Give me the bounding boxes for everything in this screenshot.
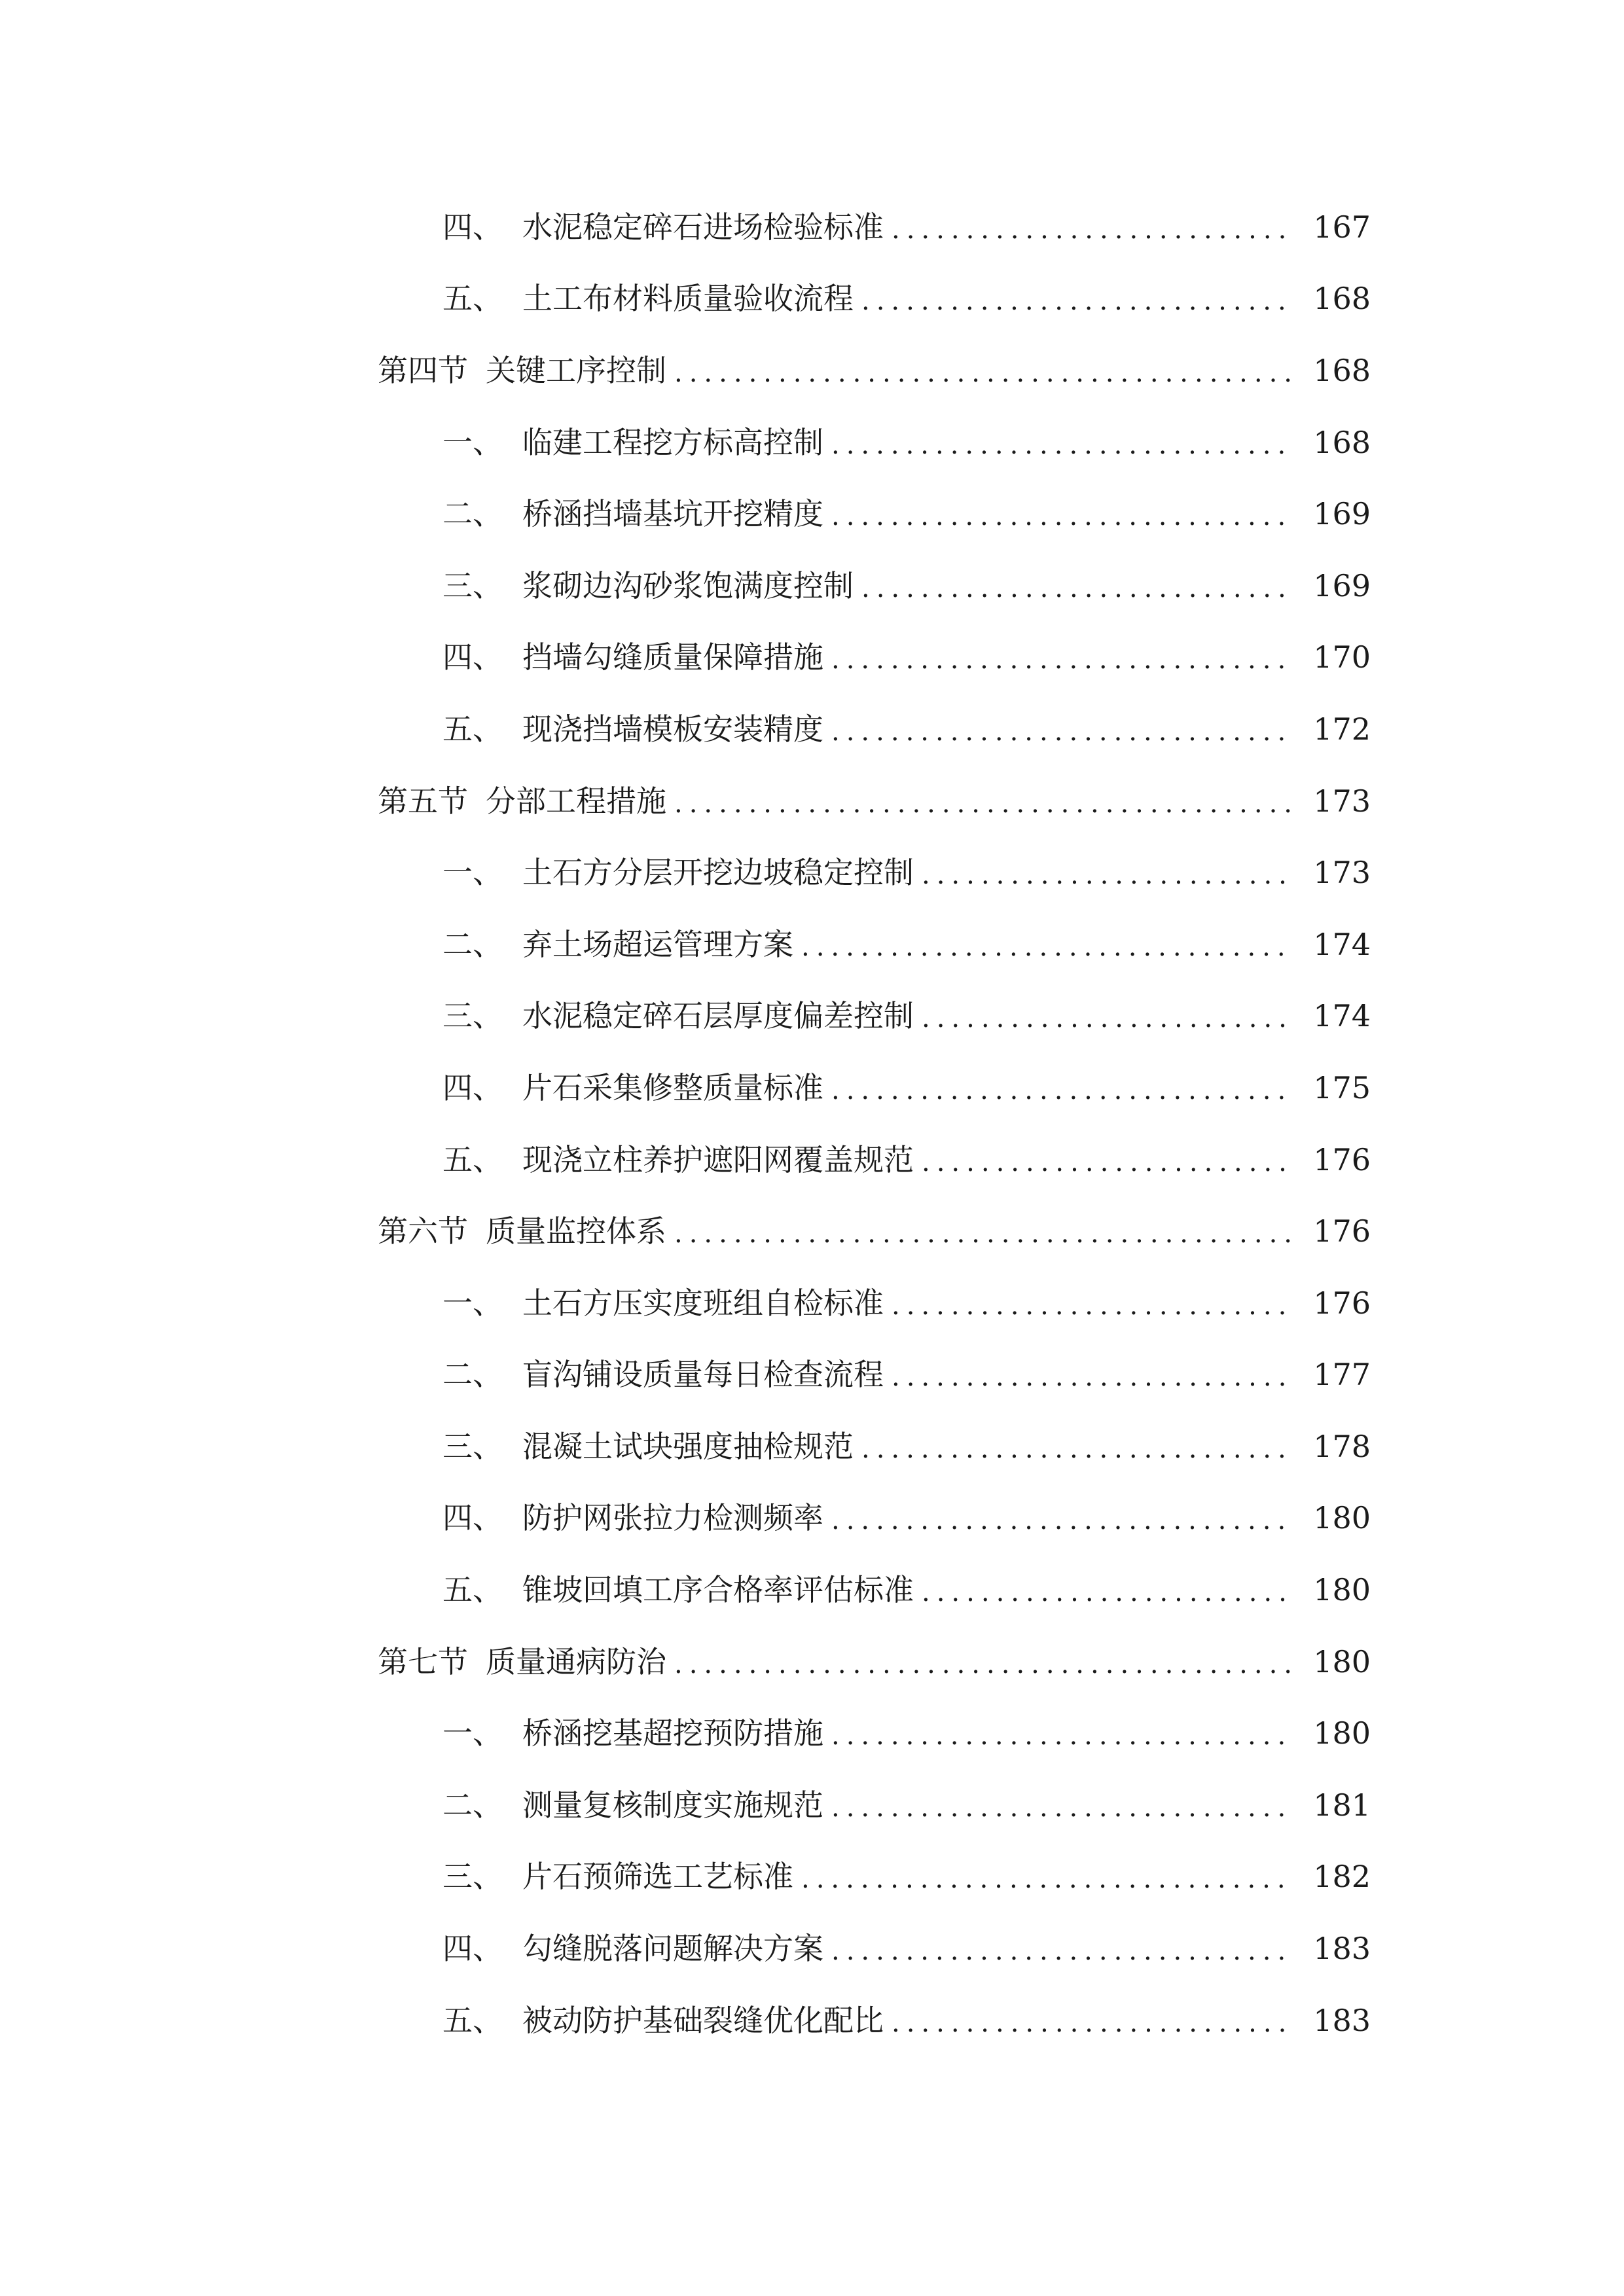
toc-section-entry[interactable] [0,1626,1624,1698]
toc-entry-title: 水泥稳定碎石层厚度偏差控制 [522,998,914,1034]
toc-entry-number: 一、 [442,855,503,891]
toc-subsection-entry[interactable] [0,263,1624,335]
toc-page-number: 180 [1313,1572,1371,1608]
toc-entry-title: 桥涵挖基超挖预防措施 [522,1715,823,1751]
toc-entry-number: 一、 [442,424,503,460]
toc-entry-title: 片石采集修整质量标准 [522,1069,823,1105]
toc-entry-number: 五、 [442,281,503,317]
toc-page-number: 172 [1313,711,1371,747]
toc-entry-title: 土石方压实度班组自检标准 [522,1285,884,1321]
toc-entry-title: 片石预筛选工艺标准 [522,1859,793,1895]
toc-entry-title: 混凝土试块强度抽检规范 [522,1428,854,1464]
toc-dot-leader [674,791,1292,817]
toc-entry-title: 现浇挡墙模板安装精度 [522,711,823,747]
toc-entry-number: 二、 [442,1787,503,1823]
toc-entry-number: 四、 [442,639,503,675]
toc-page-number: 176 [1313,1285,1371,1321]
toc-subsection-entry[interactable] [0,1339,1624,1411]
toc-page-number: 183 [1313,1931,1371,1967]
toc-entry-number: 四、 [442,1500,503,1536]
toc-entry-title: 防护网张拉力检测频率 [522,1500,823,1536]
toc-dot-leader [831,647,1292,673]
toc-subsection-entry[interactable] [0,1984,1624,2056]
toc-entry-title: 盲沟铺设质量每日检查流程 [522,1357,884,1393]
toc-entry-title: 挡墙勾缝质量保障措施 [522,639,823,675]
toc-subsection-entry[interactable] [0,836,1624,908]
toc-page-number: 175 [1313,1069,1371,1105]
toc-subsection-entry[interactable] [0,980,1624,1052]
toc-subsection-entry[interactable] [0,1052,1624,1124]
toc-page-number: 180 [1313,1715,1371,1751]
toc-subsection-entry[interactable] [0,1482,1624,1554]
toc-entry-number: 第五节 [378,783,468,819]
toc-page-number: 168 [1313,281,1371,317]
toc-subsection-entry[interactable] [0,1554,1624,1626]
toc-entry-title: 勾缝脱落问题解决方案 [522,1931,823,1967]
toc-entry-number: 三、 [442,998,503,1034]
toc-dot-leader [922,1579,1292,1605]
toc-page-number: 180 [1313,1500,1371,1536]
toc-entry-title: 桥涵挡墙基坑开挖精度 [522,496,823,532]
toc-dot-leader [831,1723,1292,1749]
toc-dot-leader [801,934,1292,960]
toc-dot-leader [922,862,1292,888]
toc-entry-title: 锥坡回填工序合格率评估标准 [522,1572,914,1608]
toc-subsection-entry[interactable] [0,1841,1624,1913]
toc-page-number: 169 [1313,496,1371,532]
toc-entry-number: 一、 [442,1285,503,1321]
toc-entry-number: 三、 [442,567,503,603]
toc-subsection-entry[interactable] [0,550,1624,622]
toc-subsection-entry[interactable] [0,191,1624,263]
toc-subsection-entry[interactable] [0,908,1624,980]
toc-page-number: 173 [1313,855,1371,891]
toc-dot-leader [861,1436,1292,1462]
toc-entry-number: 三、 [442,1859,503,1895]
toc-entry-title: 质量通病防治 [486,1643,666,1679]
toc-subsection-entry[interactable] [0,622,1624,694]
toc-page-number: 167 [1313,209,1371,245]
toc-page-number: 174 [1313,998,1371,1034]
toc-page-number: 180 [1313,1643,1371,1679]
toc-entry-number: 四、 [442,1931,503,1967]
toc-entry-title: 测量复核制度实施规范 [522,1787,823,1823]
toc-subsection-entry[interactable] [0,406,1624,478]
toc-entry-number: 一、 [442,1715,503,1751]
toc-page-number: 168 [1313,352,1371,388]
toc-subsection-entry[interactable] [0,1410,1624,1482]
toc-dot-leader [674,1221,1292,1247]
toc-entry-title: 土石方分层开挖边坡稳定控制 [522,855,914,891]
toc-entry-title: 关键工序控制 [486,352,666,388]
toc-entry-number: 第七节 [378,1643,468,1679]
toc-dot-leader [674,360,1292,386]
toc-dot-leader [831,1077,1292,1103]
toc-dot-leader [831,1938,1292,1964]
toc-page-number: 176 [1313,1213,1371,1249]
toc-subsection-entry[interactable] [0,1769,1624,1841]
toc-section-entry[interactable] [0,765,1624,837]
toc-section-entry[interactable] [0,334,1624,406]
toc-entry-title: 土工布材料质量验收流程 [522,281,854,317]
toc-entry-number: 五、 [442,1572,503,1608]
toc-page-number: 168 [1313,424,1371,460]
toc-subsection-entry[interactable] [0,478,1624,550]
toc-page-number: 181 [1313,1787,1371,1823]
toc-dot-leader [801,1866,1292,1892]
toc-entry-title: 质量监控体系 [486,1213,666,1249]
toc-entry-title: 浆砌边沟砂浆饱满度控制 [522,567,854,603]
toc-page-number: 177 [1313,1357,1371,1393]
toc-entry-number: 五、 [442,2002,503,2038]
table-of-contents [0,191,1624,2056]
toc-entry-number: 四、 [442,1069,503,1105]
toc-dot-leader [892,1293,1292,1319]
toc-subsection-entry[interactable] [0,693,1624,765]
toc-page-number: 178 [1313,1428,1371,1464]
toc-entry-number: 四、 [442,209,503,245]
toc-page-number: 182 [1313,1859,1371,1895]
toc-entry-title: 水泥稳定碎石进场检验标准 [522,209,884,245]
toc-subsection-entry[interactable] [0,1912,1624,1984]
toc-dot-leader [892,217,1292,243]
toc-dot-leader [892,1364,1292,1390]
toc-dot-leader [831,503,1292,529]
toc-dot-leader [861,288,1292,314]
toc-entry-number: 五、 [442,711,503,747]
toc-entry-number: 二、 [442,1357,503,1393]
toc-dot-leader [831,432,1292,458]
toc-page-number: 169 [1313,567,1371,603]
toc-dot-leader [831,1795,1292,1821]
toc-dot-leader [674,1651,1292,1677]
toc-dot-leader [922,1005,1292,1031]
toc-entry-title: 现浇立柱养护遮阳网覆盖规范 [522,1141,914,1177]
toc-page-number: 170 [1313,639,1371,675]
toc-subsection-entry[interactable] [0,1697,1624,1769]
toc-page-number: 174 [1313,926,1371,962]
toc-page-number: 173 [1313,783,1371,819]
toc-dot-leader [922,1149,1292,1175]
toc-section-entry[interactable] [0,1195,1624,1267]
toc-dot-leader [861,575,1292,601]
toc-entry-title: 临建工程挖方标高控制 [522,424,823,460]
toc-page-number: 183 [1313,2002,1371,2038]
toc-dot-leader [831,719,1292,745]
toc-entry-title: 被动防护基础裂缝优化配比 [522,2002,884,2038]
toc-dot-leader [892,2010,1292,2036]
toc-entry-number: 第四节 [378,352,468,388]
toc-entry-number: 二、 [442,926,503,962]
toc-entry-title: 分部工程措施 [486,783,666,819]
toc-subsection-entry[interactable] [0,1124,1624,1196]
toc-entry-number: 五、 [442,1141,503,1177]
toc-entry-title: 弃土场超运管理方案 [522,926,793,962]
toc-entry-number: 二、 [442,496,503,532]
toc-page-number: 176 [1313,1141,1371,1177]
toc-entry-number: 三、 [442,1428,503,1464]
toc-entry-number: 第六节 [378,1213,468,1249]
toc-dot-leader [831,1507,1292,1534]
toc-subsection-entry[interactable] [0,1267,1624,1339]
